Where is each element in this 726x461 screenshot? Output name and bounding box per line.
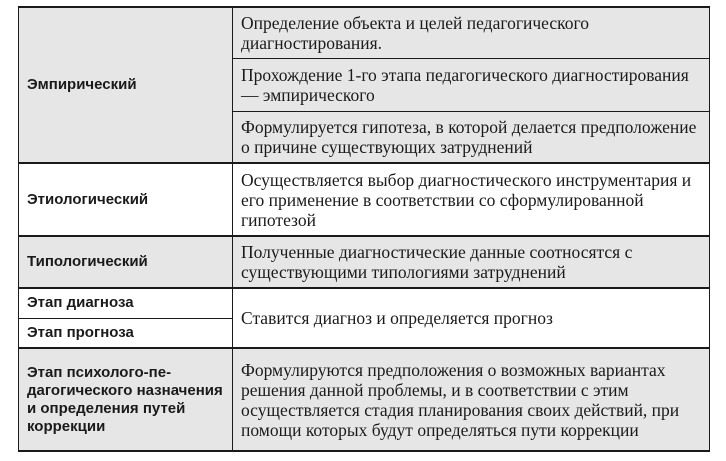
description-cell: Определение объекта и целей педагогического диагностирования.: [233, 7, 710, 58]
table-row: [19, 288, 710, 318]
diagnostic-stages-table: [18, 6, 710, 452]
description-cell: Прохождение 1-го этапа педагогического диагностирования — эмпирического: [233, 58, 710, 111]
table-row: [19, 348, 710, 451]
stage-cell-typological: Типологический: [19, 236, 233, 288]
table-row: [19, 163, 710, 236]
stage-cell-empirical: Эмпирический: [19, 7, 233, 163]
stage-cell-diagnosis: Этап диагноза: [19, 288, 233, 318]
description-cell: Формулируется гипотеза, в которой делается предположение о причине существующих затруднений: [233, 111, 710, 163]
table-row: [19, 7, 710, 58]
description-cell: Полученные диагностические данные соотносятся с существующими типологиями затруднений: [233, 236, 710, 288]
stage-cell-etiological: Этиологический: [19, 163, 233, 236]
description-cell: Ставится диагноз и определяется прогноз: [233, 288, 710, 348]
stage-cell-correction: Этап психолого-педагогического назначения и определения путей коррекции: [19, 348, 233, 451]
description-cell: Осуществляется выбор диагностического инструментария и его применение в соответствии со сформулированной гипотезой: [233, 163, 710, 236]
stage-cell-prognosis: Этап прогноза: [19, 318, 233, 348]
description-cell: Формулируются предположения о возможных вариантах решения данной проблемы, и в соответствии с этим осуществляется стадия планирования своих действий, при помощи которых будут определяться пути коррекции: [233, 348, 710, 451]
table-row: [19, 236, 710, 288]
